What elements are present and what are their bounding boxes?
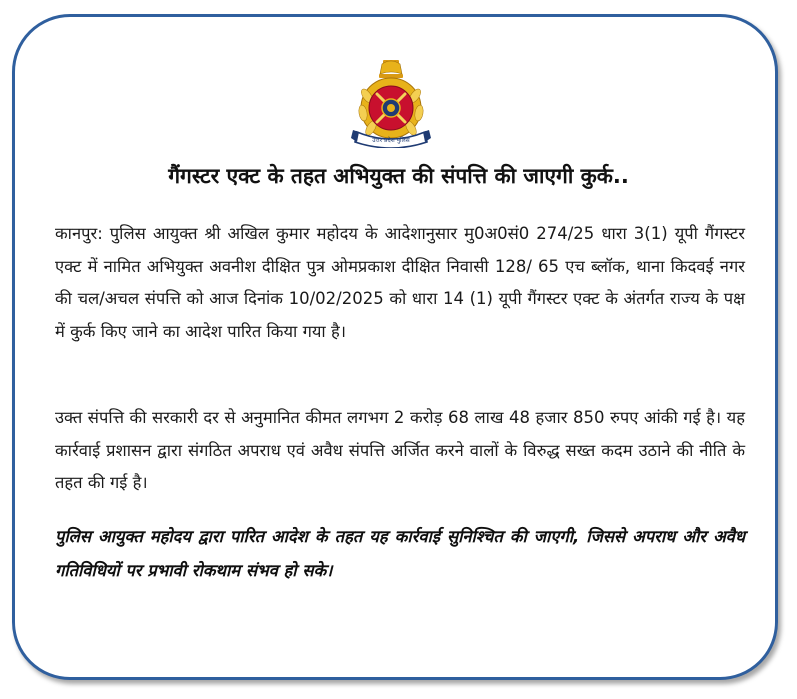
paragraph-property-value: उक्त संपत्ति की सरकारी दर से अनुमानित कीमत लगभग 2 करोड़ 68 लाख 48 हजार 850 रुपए आंकी गई है। यह कार्रवाई प्रशासन द्वारा संगठित अपराध एवं अवैध संपत्ति अर्जित करने वालों के विरुद्ध सख्त कदम उठाने की नीति के तहत की गई है। bbox=[55, 408, 745, 492]
lion-capital-icon bbox=[379, 60, 403, 78]
headline: गैंगस्टर एक्ट के तहत अभियुक्त की संपत्ति की जाएगी कुर्क.. bbox=[168, 164, 629, 188]
paragraph-conclusion: पुलिस आयुक्त महोदय द्वारा पारित आदेश के तहत यह कार्रवाई सुनिश्चित की जाएगी, जिससे अपराध और अवैध गतिविधियों पर प्रभावी रोकथाम संभव हो सके। bbox=[55, 527, 745, 580]
emblem-banner-text: उत्तर प्रदेश पुलिस bbox=[372, 137, 410, 144]
paragraph-attachment-order: कानपुर: पुलिस आयुक्त श्री अखिल कुमार महोदय के आदेशानुसार मु0अ0सं0 274/25 धारा 3(1) यूपी गैंगस्टर एक्ट में नामित अभियुक्त अवनीश दीक्षित पुत्र ओमप्रकाश दीक्षित निवासी 128/ 65 एच ब्लॉक, थाना किदवई नगर की चल/अचल संपत्ति को आज दिनांक 10/02/2025 को धारा 14 (1) यूपी गैंगस्टर एक्ट के अंतर्गत राज्य के पक्ष में कुर्क किए जाने का आदेश पारित किया गया है। bbox=[55, 224, 745, 341]
up-police-emblem-icon bbox=[349, 58, 433, 148]
